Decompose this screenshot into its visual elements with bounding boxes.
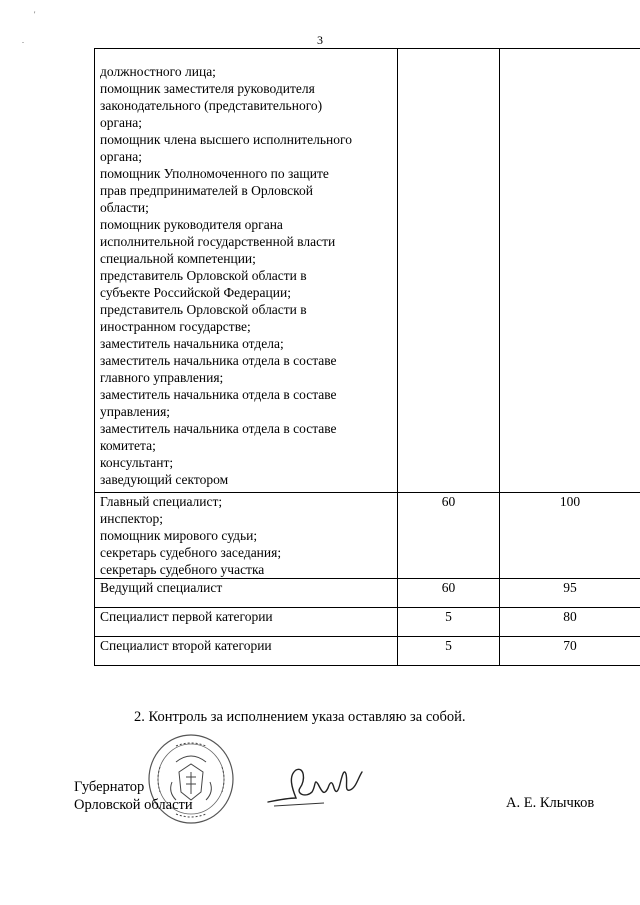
salary-table — [94, 48, 640, 666]
position-line: помощник руководителя органа — [100, 217, 283, 232]
position-line: иностранном государстве; — [100, 319, 251, 334]
table-row — [95, 493, 640, 579]
position-line: заместитель начальника отдела в составе — [100, 421, 337, 436]
position-line: исполнительной государственной власти — [100, 234, 336, 249]
position-line: управления; — [100, 404, 171, 419]
table-row — [95, 608, 640, 637]
position-line: заместитель начальника отдела; — [100, 336, 284, 351]
position-line: заведующий сектором — [100, 472, 229, 487]
value-cell-b: 100 — [500, 493, 640, 579]
position-line: помощник заместителя руководителя — [100, 81, 315, 96]
position-line: помощник члена высшего исполнительного — [100, 132, 352, 147]
value-cell-a: 5 — [398, 637, 500, 666]
position-line: прав предпринимателей в Орловской — [100, 183, 314, 198]
position-line: комитета; — [100, 438, 156, 453]
signer-position-line1: Губернатор — [74, 779, 145, 795]
position-line: законодательного (представительного) — [100, 98, 323, 113]
position-line: специальной компетенции; — [100, 251, 256, 266]
position-title-cell — [95, 608, 398, 637]
value-cell-b: 95 — [500, 579, 640, 608]
position-line: консультант; — [100, 455, 174, 470]
position-line: представитель Орловской области в — [100, 302, 307, 317]
position-line: должностного лица; — [100, 64, 216, 79]
position-title-cell — [95, 579, 398, 608]
scan-mark: . — [22, 36, 24, 45]
position-line: представитель Орловской области в — [100, 268, 307, 283]
position-line: помощник Уполномоченного по защите — [100, 166, 329, 181]
position-line: секретарь судебного участка — [100, 562, 265, 577]
value-cell-a: 5 — [398, 608, 500, 637]
position-line: органа; — [100, 149, 142, 164]
position-title-cell — [95, 49, 398, 493]
position-title-cell — [95, 637, 398, 666]
position-line: субъекте Российской Федерации; — [100, 285, 291, 300]
position-title-cell — [95, 493, 398, 579]
position-line: Специалист первой категории — [100, 609, 273, 624]
page-number: 3 — [317, 33, 323, 47]
value-cell-a: 60 — [398, 493, 500, 579]
signer-name: А. Е. Клычков — [506, 795, 595, 811]
value-cell-a: 60 — [398, 579, 500, 608]
signer-position-line2: Орловской области — [74, 797, 193, 813]
value-cell-b — [500, 49, 640, 493]
position-line: инспектор; — [100, 511, 164, 526]
position-line: органа; — [100, 115, 142, 130]
position-line: области; — [100, 200, 149, 215]
position-line: помощник мирового судьи; — [100, 528, 258, 543]
table-row — [95, 579, 640, 608]
clause-2-text: 2. Контроль за исполнением указа оставляю за собой. — [134, 709, 466, 725]
value-cell-a — [398, 49, 500, 493]
signature-icon — [266, 758, 366, 814]
position-line: Ведущий специалист — [100, 580, 223, 595]
value-cell-b: 70 — [500, 637, 640, 666]
position-line: Главный специалист; — [100, 494, 223, 509]
position-line: заместитель начальника отдела в составе — [100, 353, 337, 368]
position-line: заместитель начальника отдела в составе — [100, 387, 337, 402]
position-line: главного управления; — [100, 370, 224, 385]
table-row — [95, 637, 640, 666]
value-cell-b: 80 — [500, 608, 640, 637]
table-row — [95, 49, 640, 493]
position-line: Специалист второй категории — [100, 638, 272, 653]
position-line: секретарь судебного заседания; — [100, 545, 282, 560]
scan-mark: ' — [34, 10, 36, 19]
handwritten-signature — [266, 758, 366, 814]
